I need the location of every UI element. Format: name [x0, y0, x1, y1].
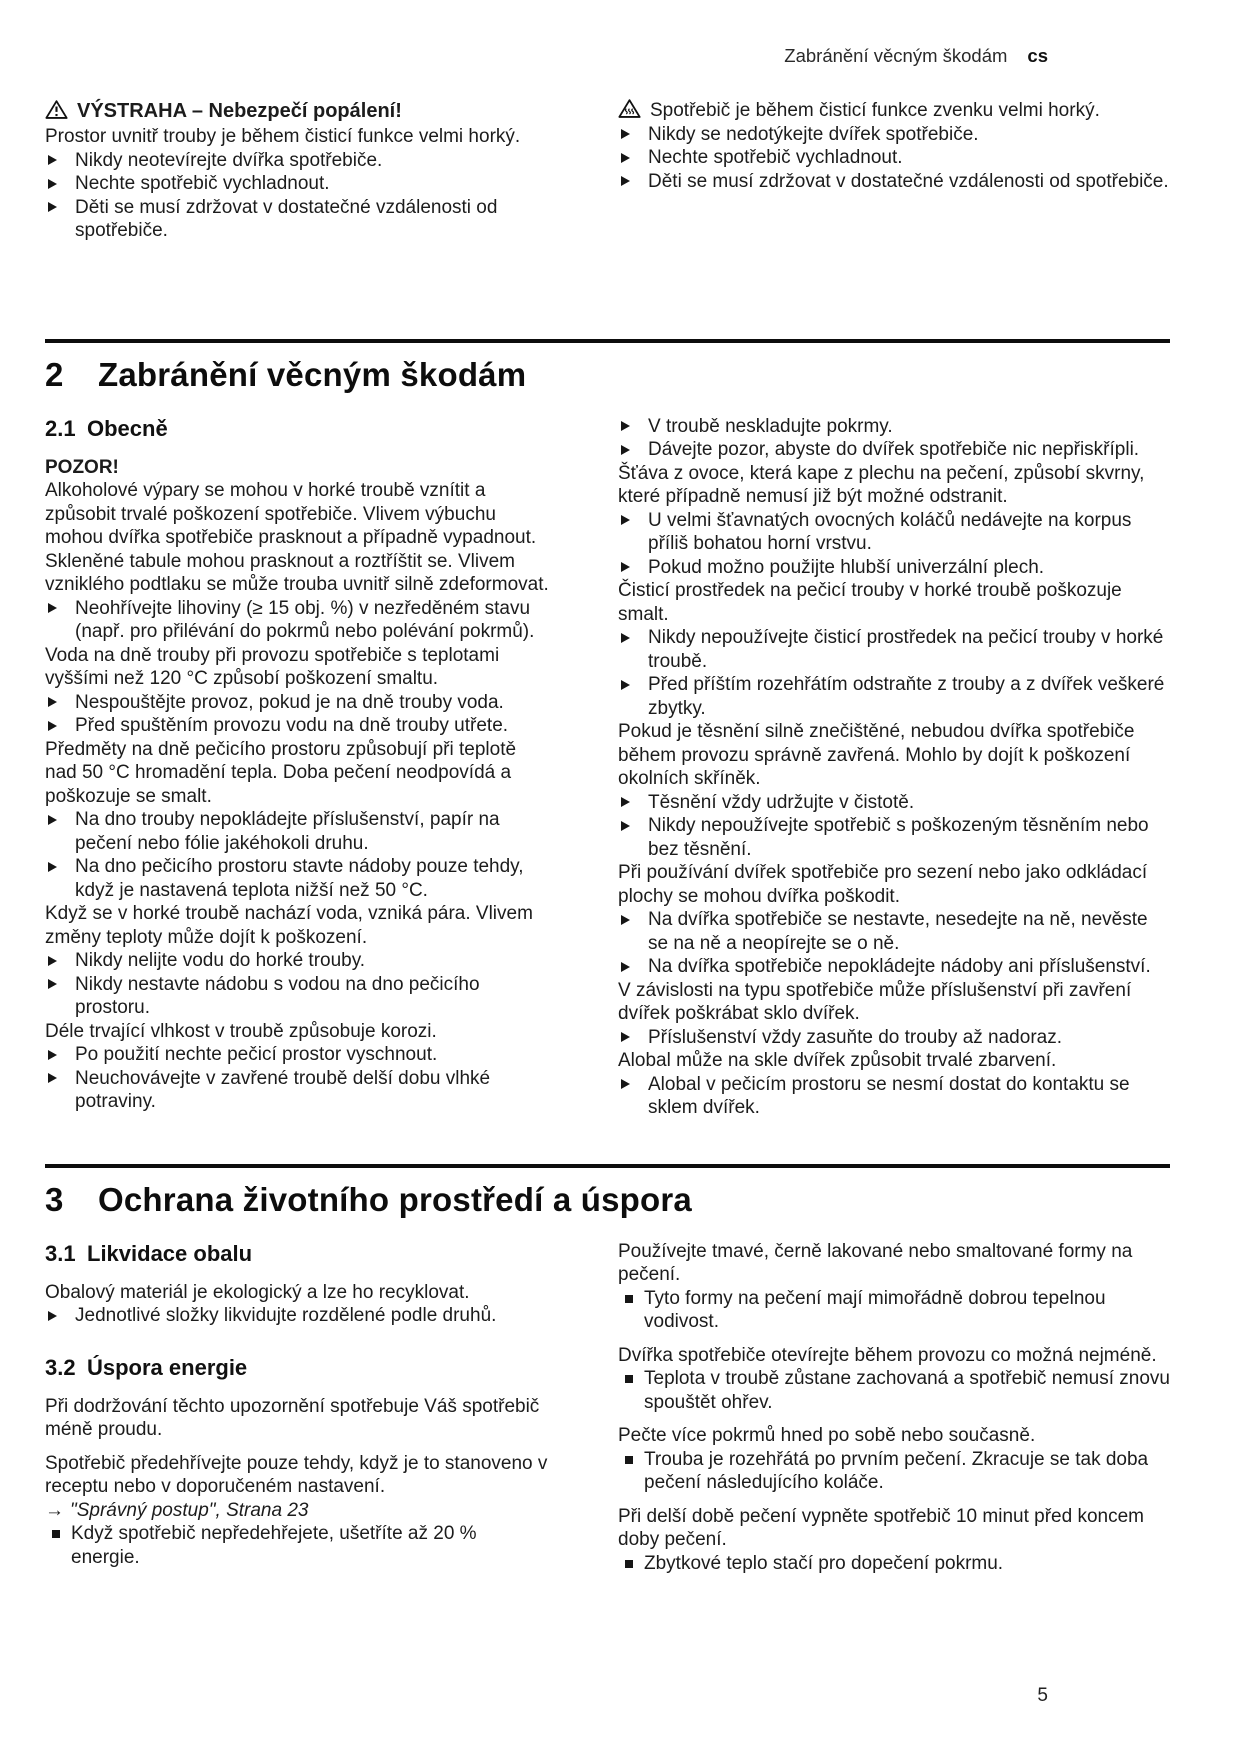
paragraph: Čisticí prostředek na pečicí trouby v horké troubě poškozuje smalt.: [618, 580, 1122, 625]
bullet-text: Tyto formy na pečení mají mimořádně dobrou tepelnou vodivost.: [644, 1287, 1106, 1332]
triangle-bullet-icon: [48, 697, 57, 707]
bullet-item: [618, 908, 1170, 955]
subsection-heading: [45, 415, 550, 442]
section-3-title: [45, 1181, 1170, 1218]
paragraph: Šťáva z ovoce, která kape z plechu na pečení, způsobí skvrny, které případně nemusí již být možné odstranit.: [618, 462, 1145, 507]
paragraph: Když se v horké troubě nachází voda, vzniká pára. Vlivem změny teploty může dojít k poškození.: [45, 903, 533, 948]
triangle-bullet-icon: [621, 153, 630, 163]
triangle-bullet-icon: [48, 862, 57, 872]
bullet-text: Příslušenství vždy zasuňte do trouby až nadoraz.: [648, 1026, 1062, 1048]
section-divider-rule: [45, 339, 1170, 343]
bullet-text: U velmi šťavnatých ovocných koláčů nedávejte na korpus příliš bohatou horní vrstvu.: [648, 509, 1132, 554]
bullet-text: Pokud možno použijte hlubší univerzální plech.: [648, 556, 1045, 578]
triangle-bullet-icon: [48, 1050, 57, 1060]
cross-reference-text: "Správný postup", Strana 23: [70, 1499, 309, 1521]
triangle-bullet-icon: [621, 1079, 630, 1089]
bullet-text: Zbytkové teplo stačí pro dopečení pokrmu.: [644, 1552, 1004, 1574]
paragraph: Prostor uvnitř trouby je během čisticí funkce velmi horký.: [45, 126, 521, 147]
bullet-text: Na dno trouby nepokládejte příslušenství, papír na pečení nebo fólie jakéhokoli druhu.: [75, 809, 500, 854]
bullet-text: Neohřívejte lihoviny (≥ 15 obj. %) v nezředěném stavu (např. pro přilévání do pokrmů nebo polévání pokrmů).: [75, 597, 535, 642]
bullet-item: [45, 1067, 550, 1114]
bullet-text: Dávejte pozor, abyste do dvířek spotřebiče nic nepřiskřípli.: [648, 439, 1140, 460]
warning-text: Spotřebič je během čisticí funkce zvenku velmi horký.: [650, 100, 1100, 121]
bullet-item: [618, 556, 1170, 580]
cross-reference: [45, 1499, 550, 1523]
paragraph: Alobal může na skle dvířek způsobit trvalé zbarvení.: [618, 1050, 1057, 1071]
arrow-icon: →: [45, 1499, 64, 1521]
bullet-item: [45, 714, 550, 738]
bullet-item: [45, 172, 550, 196]
bullet-item: [618, 673, 1170, 720]
bullet-item: [45, 1522, 550, 1569]
paragraph: Při dodržování těchto upozornění spotřebuje Váš spotřebič méně proudu.: [45, 1395, 540, 1440]
section-3-number: 3: [45, 1180, 64, 1218]
bullet-text: Po použití nechte pečicí prostor vyschnout.: [75, 1044, 438, 1065]
bullet-text: Alobal v pečicím prostoru se nesmí dostat do kontaktu se sklem dvířek.: [648, 1073, 1130, 1118]
bullet-text: Nikdy nepoužívejte čisticí prostředek na pečicí trouby v horké troubě.: [648, 627, 1164, 672]
warning-intro: [618, 98, 1170, 123]
paragraph: Pokud je těsnění silně znečištěné, nebudou dvířka spotřebiče během provozu správně zavřená. Mohlo by dojít k poškození okolních skříněk.: [618, 721, 1135, 789]
section-2-left-column: [45, 415, 550, 1114]
bullet-text: Těsnění vždy udržujte v čistotě.: [648, 791, 915, 813]
subsection-number: 2.1: [45, 415, 76, 441]
triangle-bullet-icon: [48, 956, 57, 966]
language-code: cs: [1027, 45, 1048, 66]
square-bullet-icon: [625, 1375, 633, 1383]
bullet-item: [618, 146, 1170, 170]
subsection-number: 3.2: [45, 1354, 76, 1380]
section-2-right-column: [618, 415, 1170, 1120]
bullet-text: Trouba je rozehřátá po prvním pečení. Zkracuje se tak doba pečení následujícího koláče.: [644, 1448, 1149, 1493]
section-2-number: 2: [45, 355, 64, 393]
triangle-bullet-icon: [621, 445, 630, 455]
bullet-item: [45, 855, 550, 902]
bullet-item: [618, 1073, 1170, 1120]
bullet-item: [618, 170, 1170, 194]
triangle-bullet-icon: [48, 202, 57, 212]
paragraph: Při delší době pečení vypněte spotřebič 10 minut před koncem doby pečení.: [618, 1505, 1144, 1550]
square-bullet-icon: [52, 1530, 60, 1538]
section-2-title-text: Zabránění věcným škodám: [98, 355, 527, 393]
bullet-item: [618, 438, 1170, 462]
bullet-text: Nikdy nelijte vodu do horké trouby.: [75, 950, 366, 971]
paragraph: Spotřebič předehřívejte pouze tehdy, když je to stanoveno v receptu nebo v doporučeném nastavení.: [45, 1452, 548, 1497]
bullet-item: [618, 1026, 1170, 1050]
warning-block-burn-hazard: [45, 98, 550, 243]
bullet-text: Nikdy neotevírejte dvířka spotřebiče.: [75, 149, 383, 171]
section-3-header: [45, 1164, 1170, 1218]
triangle-bullet-icon: [621, 129, 630, 139]
section-3-body: [45, 1240, 1170, 1576]
triangle-bullet-icon: [621, 680, 630, 690]
paragraph: Voda na dně trouby při provozu spotřebiče s teplotami vyššími než 120 °C způsobí poškození smaltu.: [45, 644, 500, 689]
triangle-bullet-icon: [48, 979, 57, 989]
triangle-bullet-icon: [48, 1073, 57, 1083]
warning-text: VÝSTRAHA – Nebezpečí popálení!: [77, 100, 402, 122]
bullet-item: [618, 791, 1170, 815]
bullet-text: V troubě neskladujte pokrmy.: [648, 415, 893, 437]
section-3-right-column: [618, 1240, 1170, 1576]
bullet-item: [618, 509, 1170, 556]
warning-triangle-icon: [45, 99, 68, 120]
square-bullet-icon: [625, 1560, 633, 1568]
subsection-heading: [45, 1240, 550, 1267]
triangle-bullet-icon: [621, 562, 630, 572]
paragraph: Pečte více pokrmů hned po sobě nebo současně.: [618, 1425, 1036, 1446]
bullet-item: [618, 1552, 1170, 1576]
bullet-text: Před spuštěním provozu vodu na dně trouby utřete.: [75, 715, 509, 736]
warning-title: [45, 98, 550, 125]
triangle-bullet-icon: [621, 421, 630, 431]
triangle-bullet-icon: [621, 915, 630, 925]
running-header-title: Zabránění věcným škodám: [784, 45, 1008, 66]
section-3-title-text: Ochrana životního prostředí a úspora: [98, 1180, 692, 1218]
subsection-heading: [45, 1354, 550, 1381]
bullet-item: [618, 123, 1170, 147]
subsection-number: 3.1: [45, 1240, 76, 1266]
paragraph: Při používání dvířek spotřebiče pro sezení nebo jako odkládací plochy se mohou dvířka poškodit.: [618, 862, 1148, 907]
bullet-item: [618, 415, 1170, 439]
triangle-bullet-icon: [48, 721, 57, 731]
page-number: 5: [1037, 1685, 1048, 1706]
triangle-bullet-icon: [48, 179, 57, 189]
triangle-bullet-icon: [48, 155, 57, 165]
bullet-item: [45, 196, 550, 243]
bullet-item: [45, 808, 550, 855]
bullet-item: [618, 814, 1170, 861]
hot-surface-icon: [618, 98, 641, 119]
bullet-text: Na dvířka spotřebiče nepokládejte nádoby ani příslušenství.: [648, 956, 1151, 977]
triangle-bullet-icon: [48, 603, 57, 613]
bullet-text: Nikdy se nedotýkejte dvířek spotřebiče.: [648, 123, 979, 145]
bullet-item: [45, 1043, 550, 1067]
bullet-item: [45, 973, 550, 1020]
triangle-bullet-icon: [621, 515, 630, 525]
triangle-bullet-icon: [621, 176, 630, 186]
triangle-bullet-icon: [48, 815, 57, 825]
paragraph: Obalový materiál je ekologický a lze ho recyklovat.: [45, 1281, 470, 1303]
running-header: [45, 44, 1048, 68]
square-bullet-icon: [625, 1295, 633, 1303]
triangle-bullet-icon: [621, 821, 630, 831]
triangle-bullet-icon: [48, 1311, 57, 1321]
paragraph: V závislosti na typu spotřebiče může příslušenství při zavření dvířek poškrábat sklo dvířek.: [618, 979, 1132, 1024]
triangle-bullet-icon: [621, 1032, 630, 1042]
bullet-text: Nikdy nepoužívejte spotřebič s poškozeným těsněním nebo bez těsnění.: [648, 815, 1149, 860]
section-2-body: [45, 415, 1170, 1120]
bullet-item: [618, 1448, 1170, 1495]
bullet-text: Když spotřebič nepředehřejete, ušetříte až 20 % energie.: [71, 1523, 477, 1568]
bullet-text: Na dno pečicího prostoru stavte nádoby pouze tehdy, když je nastavená teplota nižší než 50 °C.: [75, 856, 524, 901]
bullet-item: [618, 1287, 1170, 1334]
paragraph: Používejte tmavé, černě lakované nebo smaltované formy na pečení.: [618, 1240, 1133, 1285]
bullet-item: [618, 1367, 1170, 1414]
section-3-left-column: [45, 1240, 550, 1570]
section-2-title: [45, 356, 1170, 393]
bullet-item: [45, 1304, 550, 1328]
bullet-item: [45, 691, 550, 715]
section-divider-rule: [45, 1164, 1170, 1168]
page-content: [45, 98, 1170, 1575]
bullet-text: Nechte spotřebič vychladnout.: [75, 173, 330, 194]
bullet-item: [618, 626, 1170, 673]
bullet-text: Na dvířka spotřebiče se nestavte, nesedejte na ně, nevěste se na ně a neopírejte se o ně.: [648, 909, 1148, 954]
bullet-item: [45, 597, 550, 644]
bullet-text: Teplota v troubě zůstane zachovaná a spotřebič nemusí znovu spouštět ohřev.: [644, 1368, 1170, 1413]
notice-label: POZOR!: [45, 456, 119, 478]
bullet-item: [618, 955, 1170, 979]
top-warnings-row: [45, 98, 1170, 243]
paragraph: Předměty na dně pečicího prostoru způsobují při teplotě nad 50 °C hromadění tepla. Doba pečení neodpovídá a poškozuje se smalt.: [45, 738, 517, 807]
subsection-title-text: Obecně: [87, 415, 168, 441]
bullet-text: Nespouštějte provoz, pokud je na dně trouby voda.: [75, 691, 504, 713]
bullet-text: Neuchovávejte v zavřené troubě delší dobu vlhké potraviny.: [75, 1067, 491, 1112]
bullet-text: Jednotlivé složky likvidujte rozdělené podle druhů.: [75, 1305, 497, 1326]
paragraph: Dvířka spotřebiče otevírejte během provozu co možná nejméně.: [618, 1344, 1157, 1366]
bullet-item: [45, 949, 550, 973]
triangle-bullet-icon: [621, 962, 630, 972]
section-2-header: [45, 339, 1170, 393]
bullet-text: Nechte spotřebič vychladnout.: [648, 147, 903, 168]
subsection-title-text: Likvidace obalu: [87, 1240, 253, 1266]
square-bullet-icon: [625, 1456, 633, 1464]
bullet-text: Nikdy nestavte nádobu s vodou na dno pečicího prostoru.: [75, 973, 480, 1018]
paragraph: Déle trvající vlhkost v troubě způsobuje korozi.: [45, 1020, 437, 1042]
warning-block-hot-surface: [618, 98, 1170, 193]
bullet-item: [45, 149, 550, 173]
subsection-title-text: Úspora energie: [87, 1354, 248, 1380]
bullet-text: Děti se musí zdržovat v dostatečné vzdálenosti od spotřebiče.: [75, 196, 498, 241]
bullet-text: Před příštím rozehřátím odstraňte z trouby a z dvířek veškeré zbytky.: [648, 674, 1165, 719]
triangle-bullet-icon: [621, 633, 630, 643]
triangle-bullet-icon: [621, 797, 630, 807]
bullet-text: Děti se musí zdržovat v dostatečné vzdálenosti od spotřebiče.: [648, 170, 1169, 192]
paragraph: Alkoholové výpary se mohou v horké troubě vznítit a způsobit trvalé poškození spotřebiče. Vlivem výbuchu mohou dvířka spotřebiče prasknout a případně vypadnout. Skleněné tabule mohou prasknout a roztříštit se. Vlivem vzniklého podtlaku se může trouba uvnitř silně zdeformovat.: [45, 480, 549, 595]
